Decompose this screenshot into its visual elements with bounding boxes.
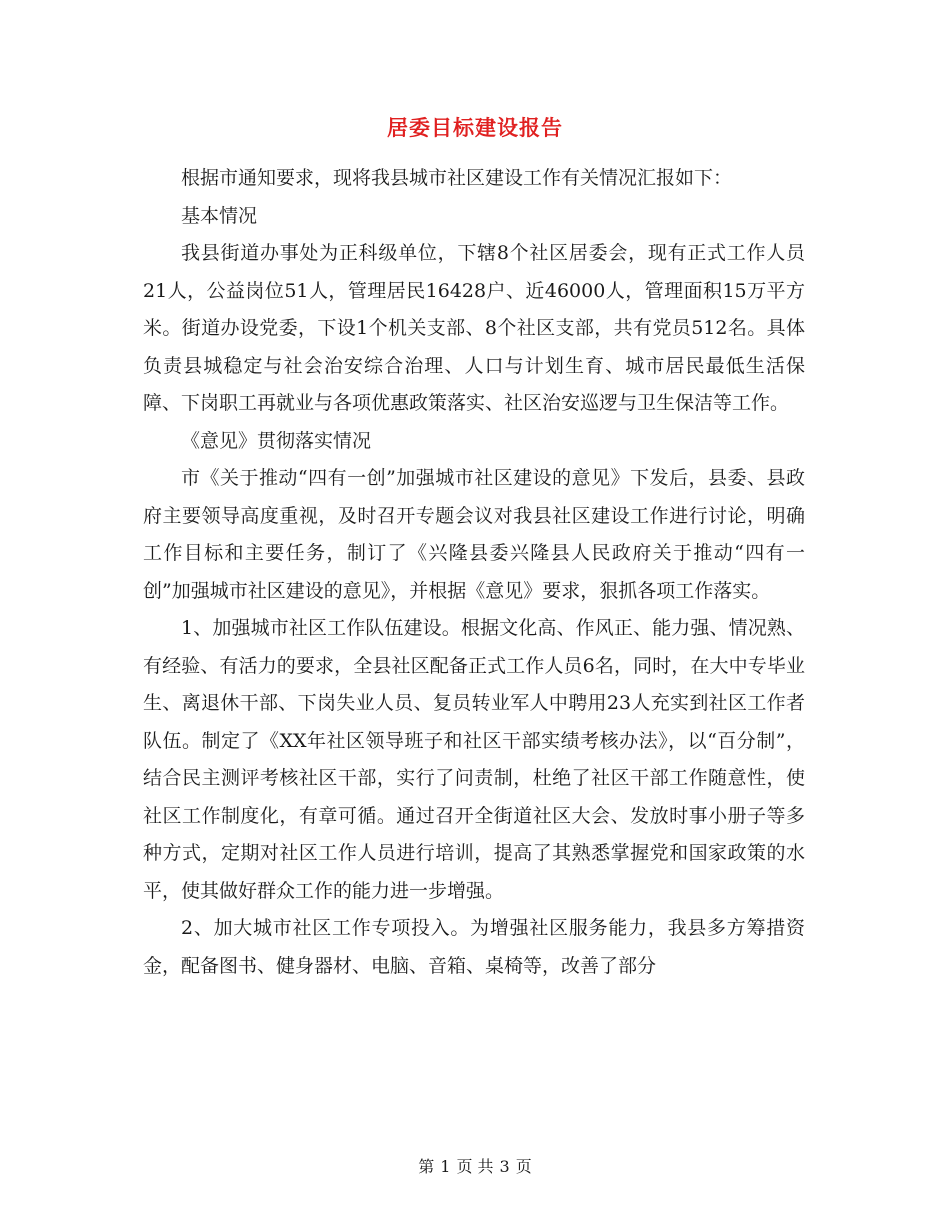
basic-situation-paragraph: 我县街道办事处为正科级单位，下辖8个社区居委会，现有正式工作人员21人，公益岗位51人，管理居民16428户、近46000人，管理面积15万平方米。街道办设党委，下设1个机关支部、8个社区支部，共有党员512名。具体负责县城稳定与社会治安综合治理、人口与计划生育、城市居民最低生活保障、下岗职工再就业与各项优惠政策落实、社区治安巡逻与卫生保洁等工作。 <box>143 242 805 414</box>
implementation-paragraph: 市《关于推动“四有一创”加强城市社区建设的意见》下发后，县委、县政府主要领导高度重视，及时召开专题会议对我县社区建设工作进行讨论，明确工作目标和主要任务，制订了《兴隆县委兴隆县人民政府关于推动“四有一创”加强城市社区建设的意见》，并根据《意见》要求，狠抓各项工作落实。 <box>143 467 805 602</box>
document-body <box>143 160 805 985</box>
footer-suffix: 页 <box>515 1157 532 1176</box>
team-building-paragraph: 1、加强城市社区工作队伍建设。根据文化高、作风正、能力强、情况熟、有经验、有活力的要求，全县社区配备正式工作人员6名，同时，在大中专毕业生、离退休干部、下岗失业人员、复员转业军人中聘用23人充实到社区工作者队伍。制定了《XX年社区领导班子和社区干部实绩考核办法》，以“百分制”，结合民主测评考核社区干部，实行了问责制，杜绝了社区干部工作随意性，使社区工作制度化，有章可循。通过召开全街道社区大会、发放时事小册子等多种方式，定期对社区工作人员进行培训，提高了其熟悉掌握党和国家政策的水平，使其做好群众工作的能力进一步增强。 <box>143 617 805 902</box>
section-heading-basic: 基本情况 <box>181 204 258 227</box>
section-heading-implementation: 《意见》贯彻落实情况 <box>181 429 372 452</box>
intro-paragraph: 根据市通知要求，现将我县城市社区建设工作有关情况汇报如下： <box>181 167 733 189</box>
document-title: 居委目标建设报告 <box>387 115 563 140</box>
footer-total-pages: 3 <box>499 1157 510 1176</box>
page-footer <box>0 1154 950 1177</box>
footer-middle: 页 共 <box>456 1157 494 1176</box>
footer-page-number: 1 <box>440 1157 451 1176</box>
investment-paragraph: 2、加大城市社区工作专项投入。为增强社区服务能力，我县多方筹措资金，配备图书、健身器材、电脑、音箱、桌椅等，改善了部分 <box>143 917 805 977</box>
footer-prefix: 第 <box>418 1157 435 1176</box>
